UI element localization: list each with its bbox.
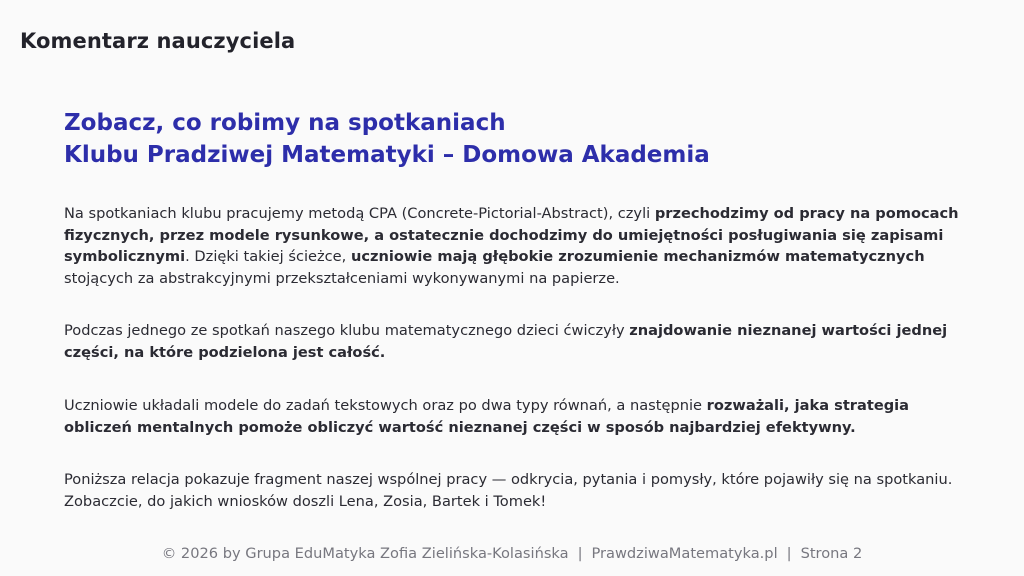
paragraph-bold-text: uczniowie mają głębokie zrozumienie mechanizmów matematycznych (350, 248, 925, 266)
paragraph-models (64, 395, 964, 438)
paragraph-text: . Dzięki takiej ścieżce, (185, 248, 351, 266)
paragraph-text: Poniższa relacja pokazuje fragment naszej wspólnej pracy — odkrycia, pytania i pomysły, które pojawiły się na spotkaniu. Zobaczcie, do jakich wniosków doszli Lena, Zosia, Bartek i Tomek! (64, 471, 953, 510)
paragraph-text: Uczniowie układali modele do zadań tekstowych oraz po dwa typy równań, a następnie (64, 397, 707, 414)
footer-separator: | (786, 545, 792, 562)
paragraph-text: stojących za abstrakcyjnymi przekształceniami wykonywanymi na papierze. (64, 269, 620, 287)
paragraph-club-meeting (64, 320, 964, 363)
paragraph-report (64, 469, 964, 512)
paragraph-text: Podczas jednego ze spotkań naszego klubu matematycznego dzieci ćwiczyły (64, 322, 630, 339)
footer-copyright: © 2026 by Grupa EduMatyka Zofia Zielińska-Kolasińska (161, 545, 569, 562)
paragraph-bold-text: rozważali, jaka strategia obliczeń mentalnych pomoże obliczyć wartość nieznanej części w sposób najbardziej efektywny. (64, 397, 910, 436)
footer-page-number: Strona 2 (800, 545, 863, 562)
footer (0, 545, 1024, 562)
headline-line-1: Zobacz, co robimy na spotkaniach (64, 110, 506, 136)
paragraph-text: Na spotkaniach klubu pracujemy metodą CPA (Concrete-Pictorial-Abstract), czyli (64, 205, 655, 222)
headline-line-2: Klubu Pradziwej Matematyki – Domowa Akademia (64, 142, 710, 168)
page-title: Komentarz nauczyciela (20, 29, 296, 53)
paragraph-bold-text: przechodzimy od pracy na pomocach fizycznych, przez modele rysunkowe, a ostatecznie dochodzimy do umiejętności posługiwania się zapisami symbolicznymi (64, 205, 959, 266)
footer-website: PrawdziwaMatematyka.pl (591, 545, 778, 562)
paragraph-bold-text: znajdowanie nieznanej wartości jednej części, na które podzielona jest całość. (64, 322, 948, 361)
headline (64, 107, 964, 171)
footer-separator: | (577, 545, 583, 562)
paragraph-cpa-method (64, 203, 964, 289)
